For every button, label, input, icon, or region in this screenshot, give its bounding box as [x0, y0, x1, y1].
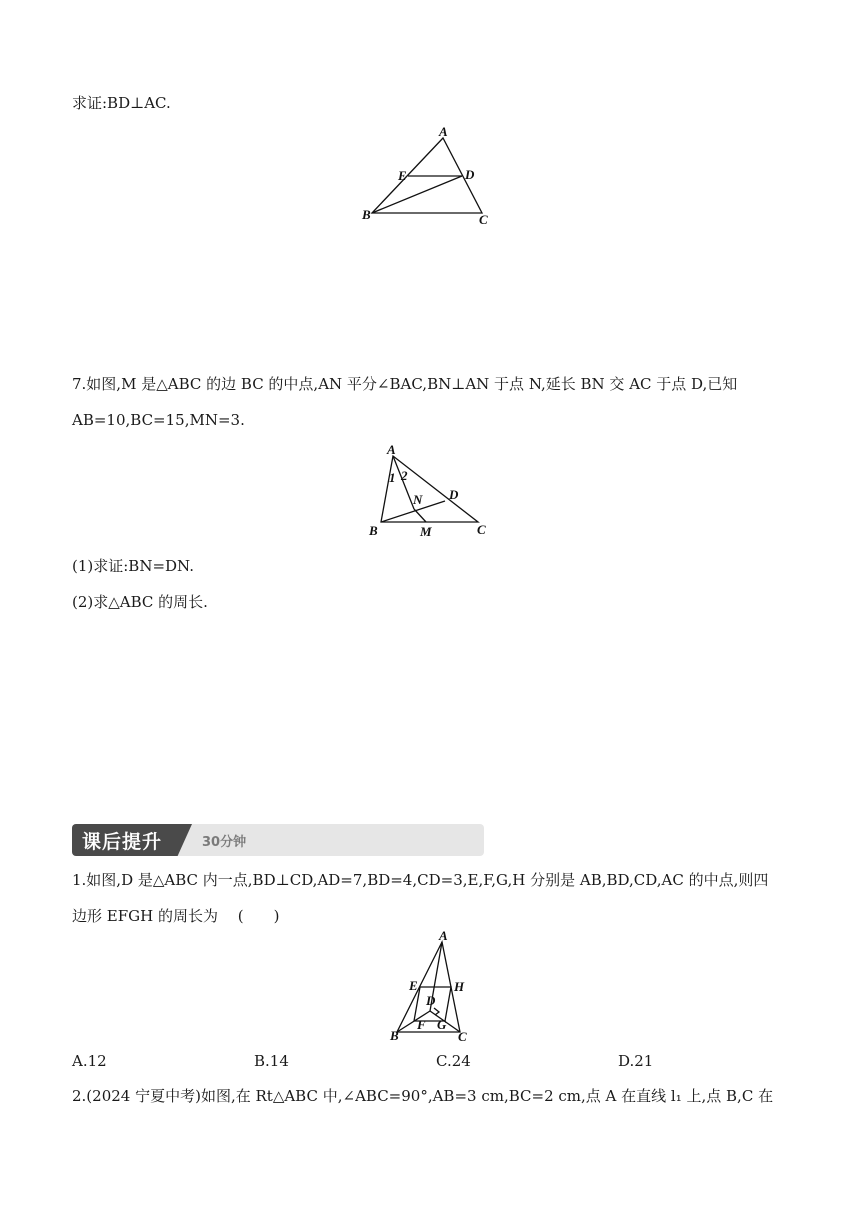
label-B: B	[369, 523, 378, 538]
label-A: A	[439, 928, 448, 943]
label-D: D	[449, 487, 459, 502]
q1-text-line-2: 边形 EFGH 的周长为 ( )	[72, 907, 280, 925]
label-M: M	[420, 524, 432, 539]
label-angle-1: 1	[389, 470, 396, 485]
label-B: B	[390, 1028, 399, 1043]
label-A: A	[387, 442, 396, 457]
triangle-figure-3	[380, 928, 480, 1046]
choice-c[interactable]: C.24	[436, 1052, 471, 1070]
label-C: C	[458, 1029, 467, 1044]
label-D: D	[426, 993, 436, 1008]
triangle-figure-1	[360, 124, 500, 232]
section-banner	[72, 824, 484, 856]
label-B: B	[362, 207, 371, 222]
choice-b[interactable]: B.14	[254, 1052, 289, 1070]
label-H: H	[454, 979, 465, 994]
label-D: D	[465, 167, 475, 182]
q2-text-line-1: 2.(2024 宁夏中考)如图,在 Rt△ABC 中,∠ABC=90°,AB=3 cm,BC=2 cm,点 A 在直线 l₁ 上,点 B,C 在	[72, 1087, 774, 1105]
label-C: C	[477, 522, 486, 537]
label-angle-2: 2	[401, 468, 408, 483]
label-N: N	[413, 492, 423, 507]
q7-text-line-2: AB=10,BC=15,MN=3.	[72, 411, 245, 429]
q7-text-line-1: 7.如图,M 是△ABC 的边 BC 的中点,AN 平分∠BAC,BN⊥AN 于点 N,延长 BN 交 AC 于点 D,已知	[72, 375, 738, 393]
label-E: E	[398, 168, 407, 183]
label-E: E	[409, 978, 418, 993]
label-G: G	[437, 1017, 447, 1032]
label-F: F	[417, 1017, 426, 1032]
prove-statement: 求证:BD⊥AC.	[72, 94, 171, 112]
q7-part-1: (1)求证:BN=DN.	[72, 557, 194, 575]
label-A: A	[439, 124, 448, 139]
label-C: C	[479, 212, 488, 227]
triangle-figure-2	[360, 442, 500, 542]
section-title: 课后提升	[82, 831, 163, 853]
q7-part-2: (2)求△ABC 的周长.	[72, 593, 208, 611]
choice-a[interactable]: A.12	[72, 1052, 107, 1070]
section-time: 30分钟	[202, 835, 247, 850]
choice-d[interactable]: D.21	[618, 1052, 654, 1070]
q1-text-line-1: 1.如图,D 是△ABC 内一点,BD⊥CD,AD=7,BD=4,CD=3,E,F,G,H 分别是 AB,BD,CD,AC 的中点,则四	[72, 871, 769, 889]
